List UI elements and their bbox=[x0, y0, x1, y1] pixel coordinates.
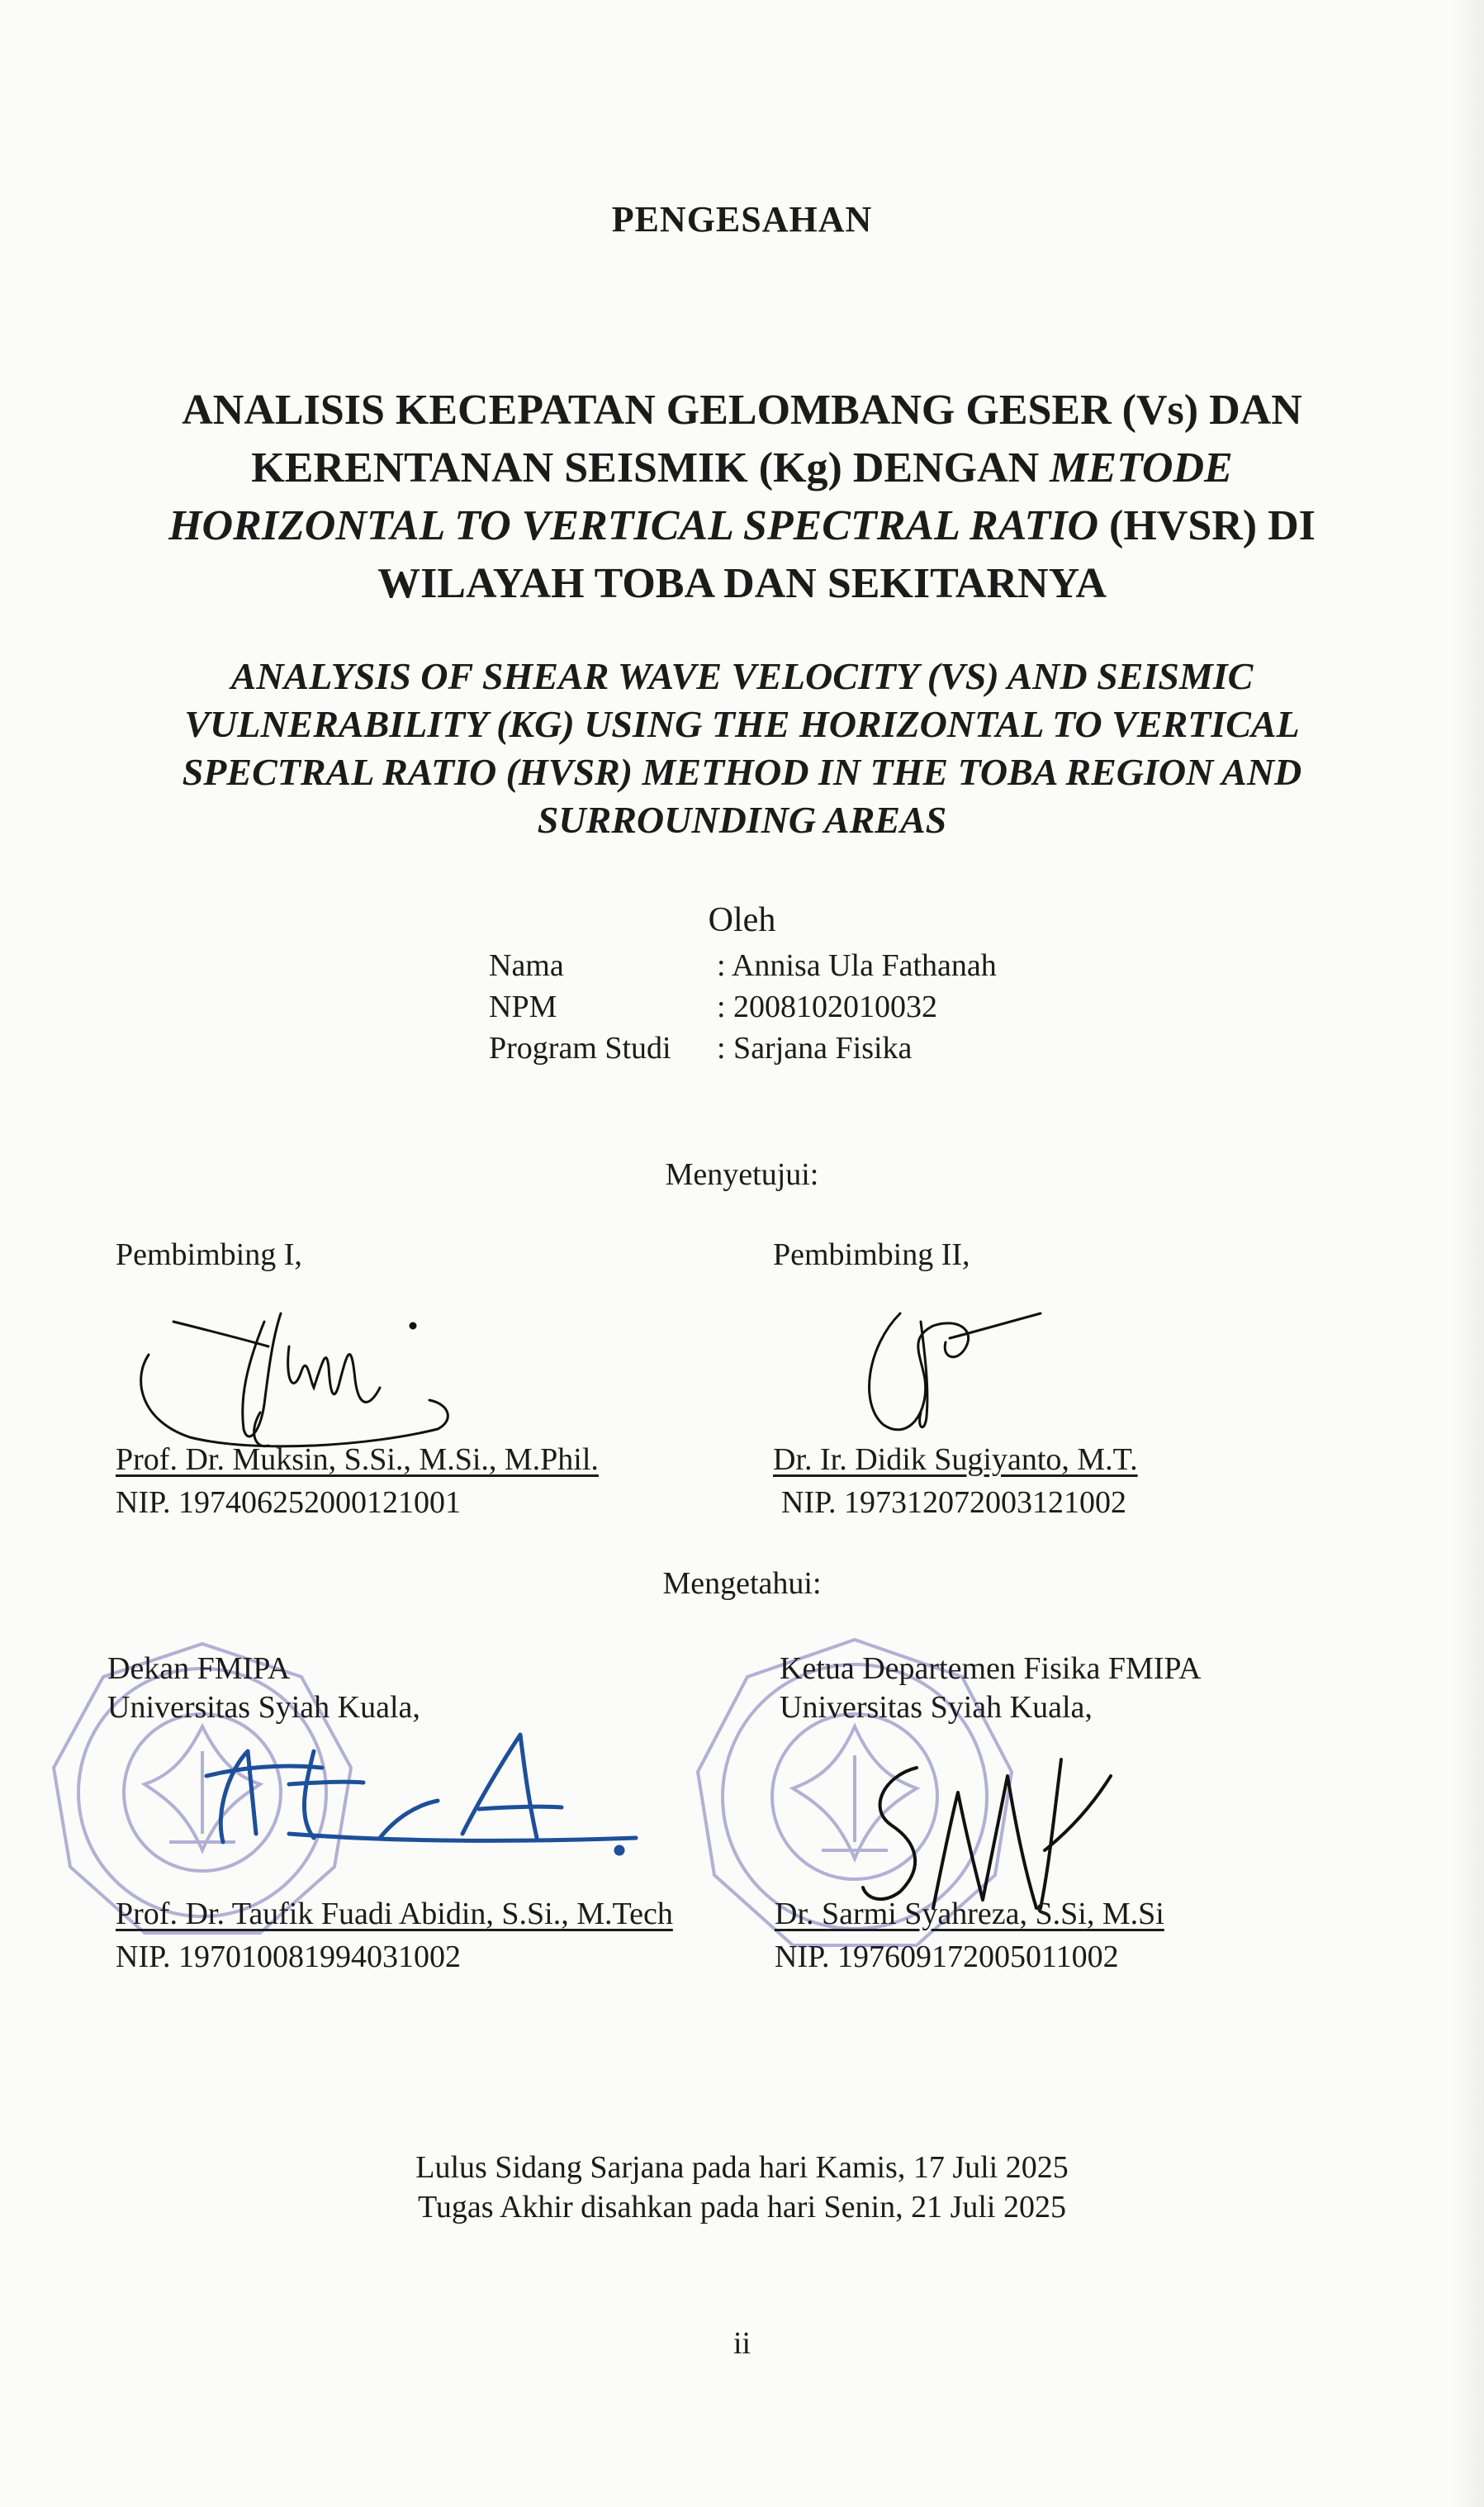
page-number: ii bbox=[733, 2326, 751, 2361]
advisor2-role: Pembimbing II, bbox=[773, 1237, 970, 1272]
dean-role-line1: Dekan FMIPA bbox=[107, 1651, 291, 1686]
title-id-line-4: WILAYAH TOBA DAN SEKITARNYA bbox=[377, 560, 1107, 607]
advisor2-nip: NIP. 197312072003121002 bbox=[781, 1485, 1127, 1520]
title-id-line-2: KERENTANAN SEISMIK (Kg) DENGAN METODE bbox=[251, 444, 1233, 491]
author-npm-value: : 2008102010032 bbox=[717, 990, 938, 1024]
dean-name: Prof. Dr. Taufik Fuadi Abidin, S.Si., M.Tech bbox=[116, 1897, 673, 1931]
dean-nip: NIP. 197010081994031002 bbox=[116, 1940, 462, 1974]
thesis-title-indonesian bbox=[0, 382, 1484, 613]
head-nip: NIP. 197609172005011002 bbox=[775, 1940, 1119, 1974]
head-name: Dr. Sarmi Syahreza, S.Si, M.Si bbox=[775, 1897, 1164, 1931]
head-role-line2: Universitas Syiah Kuala, bbox=[780, 1690, 1093, 1725]
author-program-label: Program Studi bbox=[489, 1031, 671, 1066]
title-id-line-3: HORIZONTAL TO VERTICAL SPECTRAL RATIO (HVSR) DI bbox=[168, 502, 1316, 549]
title-en-line-1: ANALYSIS OF SHEAR WAVE VELOCITY (VS) AND SEISMIC bbox=[230, 655, 1254, 697]
dean-role-line2: Universitas Syiah Kuala, bbox=[107, 1690, 420, 1725]
acknowledgement-label: Mengetahui: bbox=[662, 1566, 822, 1601]
author-program-value: : Sarjana Fisika bbox=[717, 1031, 913, 1066]
ratification-date-line: Tugas Akhir disahkan pada hari Senin, 21 Juli 2025 bbox=[418, 2190, 1066, 2224]
title-id-line-1: ANALISIS KECEPATAN GELOMBANG GESER (Vs) DAN bbox=[182, 387, 1302, 434]
advisor1-name: Prof. Dr. Muksin, S.Si., M.Si., M.Phil. bbox=[116, 1442, 599, 1477]
page-edge-shadow bbox=[1451, 0, 1484, 2507]
author-name-value: : Annisa Ula Fathanah bbox=[717, 948, 997, 983]
approval-label: Menyetujui: bbox=[665, 1157, 819, 1192]
dean-signature bbox=[190, 1718, 652, 1867]
advisor1-role: Pembimbing I, bbox=[116, 1237, 302, 1272]
defense-date-line: Lulus Sidang Sarjana pada hari Kamis, 17 Juli 2025 bbox=[415, 2150, 1069, 2185]
author-npm-label: NPM bbox=[489, 990, 557, 1024]
head-role-line1: Ketua Departemen Fisika FMIPA bbox=[780, 1651, 1202, 1686]
title-en-line-3: SPECTRAL RATIO (HVSR) METHOD IN THE TOBA REGION AND bbox=[182, 751, 1302, 793]
advisor2-name: Dr. Ir. Didik Sugiyanto, M.T. bbox=[773, 1442, 1138, 1477]
title-en-line-4: SURROUNDING AREAS bbox=[537, 799, 947, 841]
by-label: Oleh bbox=[708, 901, 776, 939]
advisor1-signature bbox=[124, 1289, 471, 1454]
author-name-label: Nama bbox=[489, 948, 564, 983]
title-en-line-2: VULNERABILITY (KG) USING THE HORIZONTAL TO VERTICAL bbox=[184, 703, 1300, 745]
page-heading: PENGESAHAN bbox=[611, 199, 873, 240]
advisor1-nip: NIP. 197406252000121001 bbox=[116, 1485, 462, 1520]
thesis-title-english bbox=[0, 653, 1484, 844]
advisor2-signature bbox=[851, 1280, 1065, 1446]
